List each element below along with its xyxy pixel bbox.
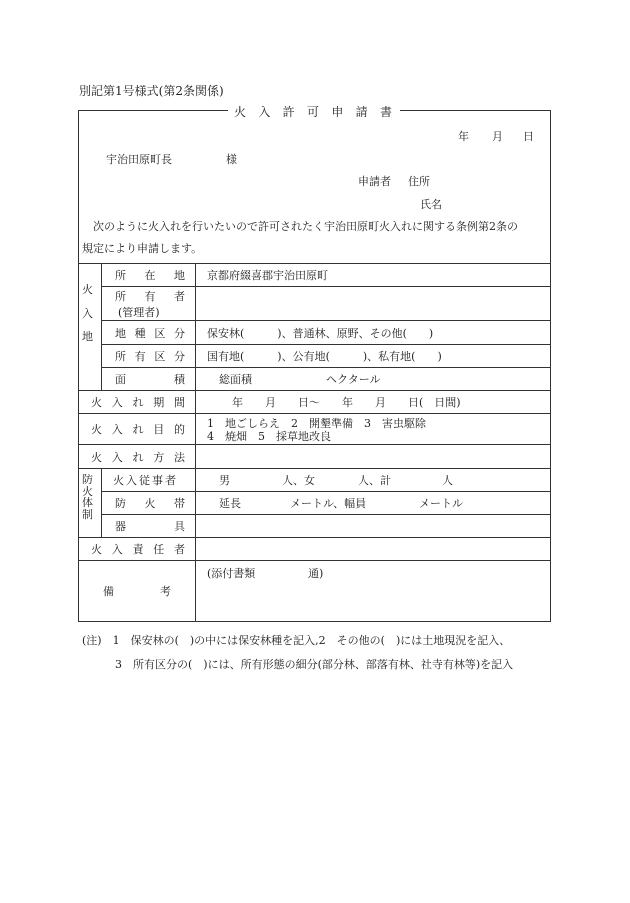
date-month-label: 月	[492, 130, 503, 143]
workers-male-unit: 人、女	[282, 474, 315, 487]
ownership-value: 国有地( )、公有地( )、私有地( )	[207, 350, 442, 363]
period-label: 火 入 れ 期 間	[91, 396, 185, 409]
honorific: 様	[226, 153, 237, 166]
location-label: 所 在 地	[115, 269, 185, 282]
equipment-label: 器 具	[115, 520, 185, 533]
frame-left	[78, 110, 79, 621]
note-line-1: (注) 1 保安林の( )の中には保安林種を記入,2 その他の( )には土地現況を記入、	[82, 634, 511, 647]
area-prefix: 総面積	[219, 373, 252, 386]
frame-top-right	[400, 110, 550, 111]
purpose-label: 火 入 れ 目 的	[91, 423, 185, 436]
grid-line	[101, 468, 102, 537]
frame-bottom	[78, 621, 551, 622]
workers-label: 火入従事者	[113, 474, 178, 487]
workers-female-unit: 人、計	[358, 474, 391, 487]
address-label: 住所	[408, 175, 430, 188]
purpose-line-1: 1 地ごしらえ 2 開墾準備 3 害虫駆除	[207, 417, 426, 430]
owner-label: 所 有 者	[115, 290, 185, 303]
grid-line	[101, 263, 102, 390]
form-reference: 別記第1号様式(第2条関係)	[79, 84, 224, 98]
responsible-label: 火 入 責 任 者	[91, 543, 185, 556]
firebreak-length: 延長	[219, 497, 241, 510]
period-value: 年 月 日〜 年 月 日( 日間)	[232, 396, 461, 409]
workers-total-unit: 人	[442, 474, 453, 487]
addressee: 宇治田原町長	[106, 153, 172, 166]
area-unit: ヘクタール	[326, 373, 381, 386]
firebreak-width-unit: メートル	[419, 497, 463, 510]
applicant-label: 申請者	[358, 175, 391, 188]
grid-line	[101, 286, 551, 287]
ownership-label: 所 有 区 分	[115, 350, 185, 363]
firebreak-length-unit: メートル、幅員	[290, 497, 367, 510]
date-year-label: 年	[458, 130, 469, 143]
frame-right	[550, 110, 551, 621]
location-value: 京都府綴喜郡宇治田原町	[207, 269, 328, 282]
firebreak-label: 防 火 帯	[115, 497, 185, 510]
attachment-close: 通)	[308, 567, 324, 580]
area-label: 面 積	[115, 373, 185, 386]
note-line-2: 3 所有区分の( )には、所有形態の細分(部分林、部落有林、社寺有林等)を記入	[115, 658, 514, 671]
body-line-2: 規定により申請します。	[82, 242, 203, 255]
date-day-label: 日	[523, 130, 534, 143]
form-title: 火 入 許 可 申 請 書	[234, 104, 392, 119]
attachment-open: (添付書類	[207, 567, 256, 580]
land-group-label: 火 入 地	[82, 283, 93, 344]
fire-prevention-group-label: 防 火 体 制	[82, 473, 93, 521]
body-line-1: 次のように火入れを行いたいので許可されたく宇治田原町火入れに関する条例第2条の	[93, 220, 518, 233]
frame-top-left	[78, 110, 228, 111]
purpose-line-2: 4 焼畑 5 採草地改良	[207, 430, 331, 443]
category-label: 地 種 区 分	[115, 326, 185, 340]
remarks-label: 備 考	[103, 585, 171, 598]
name-label: 氏名	[420, 198, 442, 211]
owner-sublabel: (管理者)	[118, 306, 160, 319]
grid-line	[195, 263, 196, 621]
workers-male: 男	[219, 474, 230, 487]
category-value: 保安林( )、普通林、原野、その他( )	[207, 326, 434, 340]
method-label: 火 入 れ 方 法	[91, 450, 185, 464]
